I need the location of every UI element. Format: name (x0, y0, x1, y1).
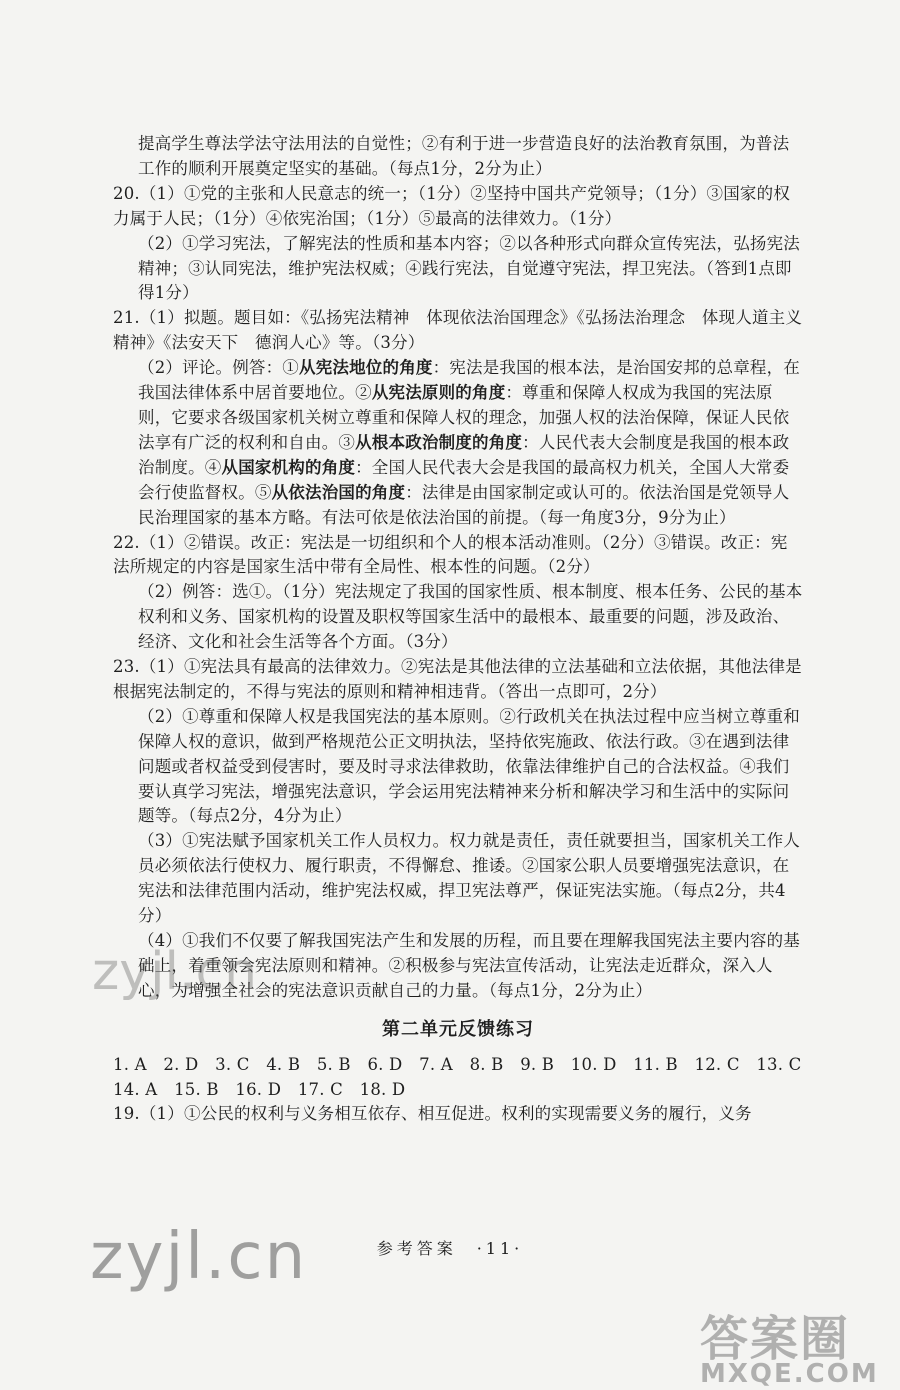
q21-text-i: ：全国人民代表大会是我国的最高权力机关，全国人大常委会行使监督权。⑤ (138, 457, 790, 502)
q21-text-k: ：法律是由国家制定或认可的。依法治国是党领导人民治理国家的基本方略。有法可依是依法治国的前提。（每一角度3分，9分为止） (138, 482, 790, 527)
watermark-logo-url: MXQE.COM (700, 1359, 879, 1389)
watermark-logo-title: 答案圈 (700, 1311, 851, 1367)
choice-answers-line1: 1. A 2. D 3. C 4. B 5. B 6. D 7. A 8. B 9. B 10. D 11. B 12. C 13. C (113, 1054, 802, 1074)
choice-answers-line2: 14. A 15. B 16. D 17. C 18. D (113, 1079, 406, 1099)
q21-bold-constitution-principle: 从宪法原则的角度 (371, 383, 506, 403)
watermark-right-logo (700, 1300, 890, 1389)
q21-text-e: ：尊重和保障人权成为我国的宪法原则，它要求各级国家机关树立尊重和保障人权的理念，加强人权的法治保障，保证人民依法享有广泛的权利和自由。③ (138, 383, 790, 452)
q23-part4: （4）①我们不仅要了解我国宪法产生和发展的历程，而且要在理解我国宪法主要内容的基础上，着重领会宪法原则和精神。②积极参与宪法宣传活动，让宪法走近群众，深入人心，为增强全社会的宪法意识贡献自己的力量。（每点1分，2分为止） (138, 931, 800, 1000)
q21-text-c: ：宪法是我国的根本法，是治国安邦的总章程，在我国法律体系中居首要地位。② (138, 358, 801, 403)
q22-part2: （2）例答：选①。（1分）宪法规定了我国的国家性质、根本制度、根本任务、公民的基本权利和义务、国家机构的设置及职权等国家生活中的最根本、最重要的问题，涉及政治、经济、文化和社会生活等各个方面。（3分） (138, 582, 803, 652)
q21-bold-state-organs: 从国家机构的角度 (221, 457, 356, 477)
q21-bold-constitution-status: 从宪法地位的角度 (299, 358, 433, 378)
q21-text-g: ：人民代表大会制度是我国的根本政治制度。④ (138, 432, 790, 477)
q23-part3: （3）①宪法赋予国家机关工作人员权力。权力就是责任，责任就要担当，国家机关工作人员必须依法行使权力、履行职责，不得懈怠、推诿。②国家公职人员要增强宪法意识，在宪法和法律范围内活动，维护宪法权威，捍卫宪法尊严，保证宪法实施。（每点2分，共4分） (138, 831, 800, 926)
watermark-left: zyjl.cn (90, 1220, 308, 1294)
section-title: 第二单元反馈练习 (382, 1018, 534, 1040)
q19-part1: 19.（1）①公民的权利与义务相互依存、相互促进。权利的实现需要义务的履行，义务 (113, 1104, 752, 1124)
q23-part2: （2）①尊重和保障人权是我国宪法的基本原则。②行政机关在执法过程中应当树立尊重和保障人权的意识，做到严格规范公正文明执法，坚持依宪施政、依法行政。③在遇到法律问题或者权益受到侵害时，要及时寻求法律救助，依靠法律维护自己的合法权益。④我们要认真学习宪法，增强宪法意识，学会运用宪法精神来分析和解决学习和生活中的实际问题等。（每点2分，4分为止） (138, 706, 800, 826)
q21-bold-political-system: 从根本政治制度的角度 (355, 432, 523, 452)
q23-part1: 23.（1）①宪法具有最高的法律效力。②宪法是其他法律的立法基础和立法依据，其他法律是根据宪法制定的，不得与宪法的原则和精神相违背。（答出一点即可，2分） (113, 657, 802, 701)
q22-part1: 22.（1）②错误。改正：宪法是一切组织和个人的根本活动准则。（2分）③错误。改正：宪法所规定的内容是国家生活中带有全局性、根本性的问题。（2分） (113, 532, 788, 577)
q21-part2 (113, 356, 803, 530)
q21-bold-rule-of-law: 从依法治国的角度 (271, 482, 406, 502)
watermark-mid: zyjl.cn (92, 942, 258, 1002)
q21-part1: 21.（1）拟题。题目如：《弘扬宪法精神 体现依法治国理念》《弘扬法治理念 体现人道主义精神》《法安天下 德润人心》等。（3分） (113, 308, 803, 353)
q20-part2: （2）①学习宪法，了解宪法的性质和基本内容；②以各种形式向群众宣传宪法，弘扬宪法精神；③认同宪法，维护宪法权威；④践行宪法，自觉遵守宪法，捍卫宪法。（答到1点即得1分） (138, 233, 800, 303)
paragraph-continuation: 提高学生尊法学法守法用法的自觉性；②有利于进一步营造良好的法治教育氛围，为普法工作的顺利开展奠定坚实的基础。（每点1分，2分为止） (138, 134, 790, 178)
q20-part1: 20.（1）①党的主张和人民意志的统一；（1分）②坚持中国共产党领导；（1分）③国家的权力属于人民；（1分）④依宪治国；（1分）⑤最高的法律效力。（1分） (113, 183, 791, 228)
q21-text-a: （2）评论。例答：① (138, 358, 299, 378)
page-footer: 参考答案 ·11· (376, 1239, 524, 1258)
